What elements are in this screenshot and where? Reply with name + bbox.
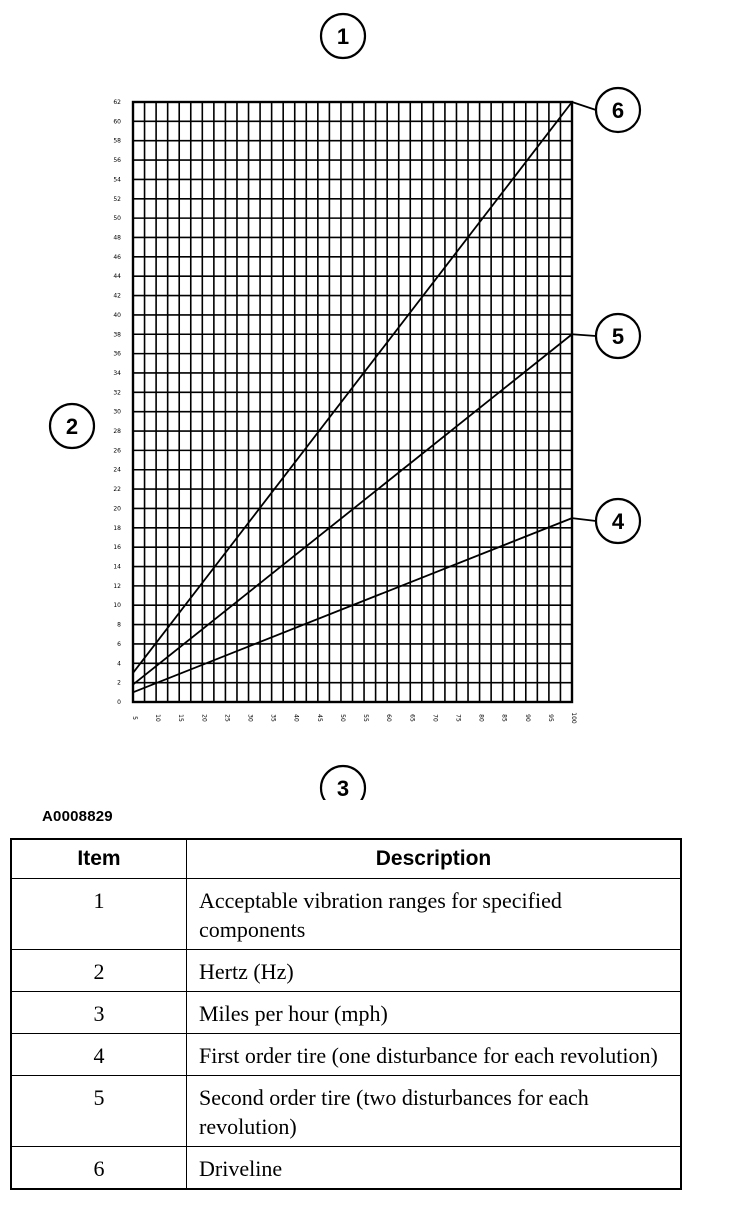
x-tick-label: 40 [292,714,300,722]
callout-title-label: 1 [336,24,350,49]
x-tick-label: 70 [431,714,439,722]
chart-grid [133,102,572,702]
callout-leader-4 [572,518,596,521]
item-header: Item [11,839,187,879]
table-row [11,950,681,992]
y-tick-label: 4 [117,660,121,668]
x-tick-label: 25 [223,714,231,722]
description-cell: Second order tire (two disturbances for each revolution) [187,1076,682,1147]
description-cell: Hertz (Hz) [187,950,682,992]
table-row [11,879,681,950]
y-tick-label: 42 [113,292,121,300]
item-cell: 5 [11,1076,187,1147]
description-cell: Miles per hour (mph) [187,992,682,1034]
x-tick-label: 100 [570,712,577,724]
y-tick-label: 12 [113,582,121,590]
callout-series-5-label: 5 [611,324,625,349]
callout-series-6-label: 6 [611,98,625,123]
y-tick-label: 20 [113,505,121,513]
y-tick-label: 8 [117,621,121,629]
item-cell: 3 [11,992,187,1034]
x-tick-label: 50 [338,714,346,722]
item-cell: 2 [11,950,187,992]
y-tick-label: 60 [113,118,121,126]
description-cell: First order tire (one disturbance for each revolution) [187,1034,682,1076]
y-tick-label: 46 [113,253,121,261]
table-row [11,992,681,1034]
y-tick-label: 36 [113,350,121,358]
description-cell: Driveline [187,1147,682,1190]
callout-leader-6 [572,102,596,110]
y-tick-label: 10 [113,602,121,610]
table-row [11,1034,681,1076]
x-tick-label: 45 [315,714,323,722]
callout-x-axis-label: 3 [336,776,350,800]
y-tick-label: 2 [117,679,121,687]
x-tick-label: 95 [546,714,554,722]
y-tick-label: 62 [113,99,121,106]
table-row [11,1076,681,1147]
y-tick-label: 38 [113,331,121,339]
y-tick-label: 54 [113,176,121,184]
x-tick-label: 80 [477,714,485,722]
y-tick-labels [113,99,121,706]
table-row [11,1147,681,1190]
callout-series-4-label: 4 [611,509,625,534]
item-cell: 1 [11,879,187,950]
y-tick-label: 56 [113,157,121,165]
description-header: Description [187,839,682,879]
y-tick-label: 48 [113,234,121,242]
y-tick-label: 14 [113,563,121,571]
y-tick-label: 50 [113,215,121,223]
y-tick-label: 6 [117,640,121,648]
description-cell: Acceptable vibration ranges for specified components [187,879,682,950]
x-tick-label: 55 [362,714,370,722]
y-tick-label: 18 [113,524,121,532]
y-tick-label: 34 [113,369,121,377]
callout-leader-5 [572,334,596,336]
x-tick-label: 10 [154,714,162,722]
y-tick-label: 44 [113,273,121,281]
x-tick-label: 90 [523,714,531,722]
item-cell: 6 [11,1147,187,1190]
legend-header-row [11,839,681,879]
y-tick-label: 52 [113,195,121,203]
x-tick-label: 65 [408,714,416,722]
x-tick-label: 20 [200,714,208,722]
y-tick-label: 24 [113,466,121,474]
figure-id: A0008829 [42,808,113,825]
y-tick-label: 0 [117,699,121,706]
x-tick-label: 60 [385,714,393,722]
x-tick-label: 5 [131,716,138,720]
y-tick-label: 30 [113,408,121,416]
x-tick-label: 35 [269,714,277,722]
y-tick-label: 26 [113,447,121,455]
y-tick-label: 22 [113,486,121,494]
callout-y-axis-label: 2 [65,414,79,439]
x-tick-labels [131,712,577,724]
item-cell: 4 [11,1034,187,1076]
legend-table [10,838,682,1190]
y-tick-label: 40 [113,311,121,319]
x-tick-label: 75 [454,714,462,722]
y-tick-label: 32 [113,389,121,397]
x-tick-label: 30 [246,714,254,722]
x-tick-label: 15 [177,714,185,722]
y-tick-label: 58 [113,137,121,145]
y-tick-label: 28 [113,428,121,436]
x-tick-label: 85 [500,714,508,722]
y-tick-label: 16 [113,544,121,552]
